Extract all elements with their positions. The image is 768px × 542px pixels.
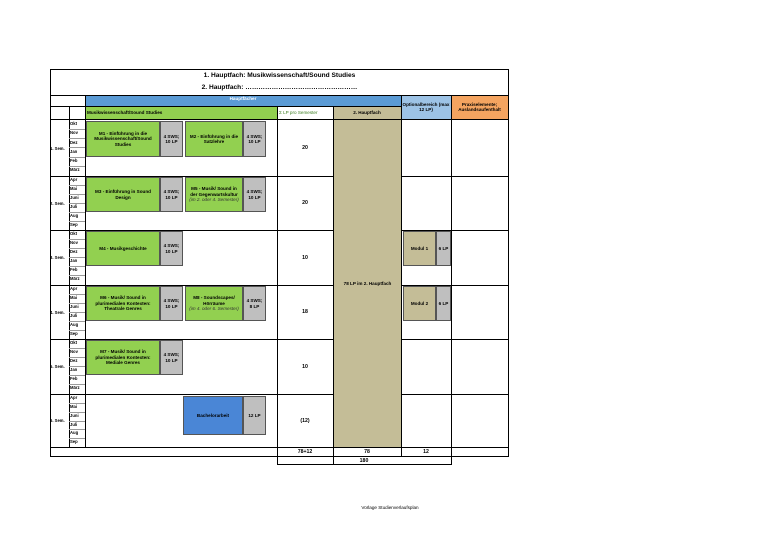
month-label: Aug (70, 213, 79, 218)
hauptfach2-block: 78 LP im 2. Hauptfach (334, 120, 401, 447)
module-m4-credits: 4 SWS; 10 LP (160, 231, 183, 266)
optional-modul-2: Modul 2 (403, 286, 436, 321)
month-label: Mai (70, 295, 77, 300)
sum-line (277, 464, 452, 465)
title-hauptfach-2: 2. Hauptfach: …………………………………………… (201, 84, 358, 92)
month-label: Okt (70, 231, 77, 236)
header-line-bottom (50, 119, 509, 120)
module-m7-credits: 4 SWS; 10 LP (160, 340, 183, 375)
month-label: Jan (70, 149, 78, 154)
header-hauptfach2: 2. Hauptfach (353, 109, 381, 115)
total-lp: 78+12 (297, 449, 313, 455)
module-m3-credits: 4 SWS; 10 LP (160, 177, 183, 212)
semester-label: 5. Sem. (50, 364, 65, 369)
module-m7: M7 - Musik/ Sound in plurimedialen Kontexten: Mediale Genres (86, 340, 160, 375)
month-label: Jan (70, 258, 78, 263)
row-line-4b (401, 339, 509, 340)
lp-semester-3: 10 (302, 255, 308, 261)
optional-modul-2-credits: 6 LP (436, 286, 451, 321)
lp-semester-1: 20 (302, 145, 308, 151)
month-label: Nov (70, 349, 78, 354)
month-label: Mai (70, 186, 77, 191)
module-m5-name: M5 - Musik/ Sound in der Gegenwartskultur (190, 186, 238, 197)
module-m1: M1 - Einführung in die Musikwissenschaft/Sound Studies (86, 121, 160, 157)
row-line-5 (50, 394, 333, 395)
footer-note: Vorlage Studienverlaufsplan (361, 505, 419, 510)
title-hauptfach-1: 1. Hauptfach: Musikwissenschaft/Sound Studies (203, 72, 356, 80)
semester-label: 4. Sem. (50, 309, 65, 315)
month-label: Apr (70, 286, 78, 291)
month-label: Sep (70, 439, 78, 444)
table-border-top (50, 69, 509, 70)
month-label: Feb (70, 158, 78, 163)
month-label: Juni (70, 413, 79, 418)
month-label: Juni (70, 195, 79, 200)
header-subject: Musikwissenschaft/Sound Studies (87, 110, 163, 115)
grid-col-praxis-left (451, 95, 452, 457)
month-label: Sep (70, 222, 78, 227)
row-line-1b (401, 176, 509, 177)
module-m8-name: M8 - Soundscapes/ Hörräume (193, 295, 235, 306)
semester-label: 1. Sem. (50, 145, 65, 151)
semester-label: 2. Sem. (50, 200, 65, 206)
module-m5-note: (im 2. oder 4. Semester) (189, 197, 239, 203)
month-label: Juli (70, 204, 78, 209)
month-label: Dez (70, 358, 78, 363)
month-label: Aug (70, 430, 79, 435)
month-label: Okt (70, 340, 77, 345)
optional-modul-1-credits: 6 LP (436, 231, 451, 266)
month-label: Juli (70, 313, 78, 318)
month-label: Juni (70, 304, 79, 309)
semester-label: 6. Sem. (50, 418, 65, 423)
month-label: Apr (70, 395, 78, 400)
header-optional: Optionalbereich (max 12 LP) (402, 101, 450, 112)
month-label: Juli (70, 422, 78, 427)
module-m6-credits: 4 SWS; 10 LP (160, 286, 183, 321)
module-m2: M2 - Einführung in die Satzlehre (185, 121, 243, 157)
month-line (69, 147, 85, 148)
header-praxis: Praxiselemente; Auslandsaufenthalt (458, 101, 501, 112)
month-label: Sep (70, 331, 78, 336)
module-m2-credits: 4 SWS; 10 LP (243, 121, 266, 157)
total-optional: 12 (423, 449, 429, 455)
month-label: Nov (70, 240, 78, 245)
month-label: Feb (70, 267, 78, 272)
month-label: Mai (70, 404, 77, 409)
lp-semester-5: 10 (302, 364, 308, 370)
module-bachelorarbeit: Bachelorarbeit (183, 396, 243, 435)
month-label: Dez (70, 249, 78, 254)
grid-col-optional-left (401, 95, 402, 457)
module-m8-note: (im 4. oder 6. Semester) (189, 306, 239, 312)
total-hauptfach2: 78 (364, 449, 370, 455)
module-m3: M3 - Einführung in Sound Design (86, 177, 160, 212)
module-bachelorarbeit-credits: 12 LP (243, 396, 266, 435)
module-m8-credits: 4 SWS; 8 LP (243, 286, 266, 321)
sum-right-line (451, 456, 452, 465)
module-m4: M4 - Musikgeschichte (86, 231, 160, 266)
lp-semester-4: 18 (302, 309, 308, 315)
lp-semester-2: 20 (302, 200, 308, 206)
month-line (69, 138, 85, 139)
month-label: März (70, 167, 80, 172)
month-label: Okt (70, 121, 77, 126)
table-border-right (508, 69, 509, 457)
total-sum: 180 (359, 458, 369, 464)
month-label: Apr (70, 177, 78, 182)
module-m6: M6 - Musik/ Sound in plurimedialen Kontexten: Theatrale Genres (86, 286, 160, 321)
lp-semester-6: (12) (300, 418, 310, 424)
month-label: März (70, 385, 80, 390)
module-m1-credits: 4 SWS; 10 LP (160, 121, 183, 157)
month-label: Aug (70, 322, 79, 327)
month-label: Jan (70, 367, 78, 372)
semester-label: 3. Sem. (50, 255, 65, 260)
month-label: Dez (70, 140, 78, 145)
module-m5-credits: 4 SWS; 10 LP (243, 177, 266, 212)
module-m5 (185, 177, 243, 212)
row-line-6 (50, 447, 509, 448)
header-line-mid (50, 106, 401, 107)
header-hauptfaecher: Hauptfächer (229, 96, 257, 102)
month-label: März (70, 276, 80, 281)
module-m8 (185, 286, 243, 321)
optional-modul-1: Modul 1 (403, 231, 436, 266)
header-line-top (50, 95, 509, 96)
header-lp-semester: Σ LP pro Semester (279, 110, 318, 115)
totals-line (50, 456, 509, 457)
row-line-5b (401, 394, 509, 395)
month-label: Nov (70, 130, 78, 135)
month-label: Feb (70, 376, 78, 381)
